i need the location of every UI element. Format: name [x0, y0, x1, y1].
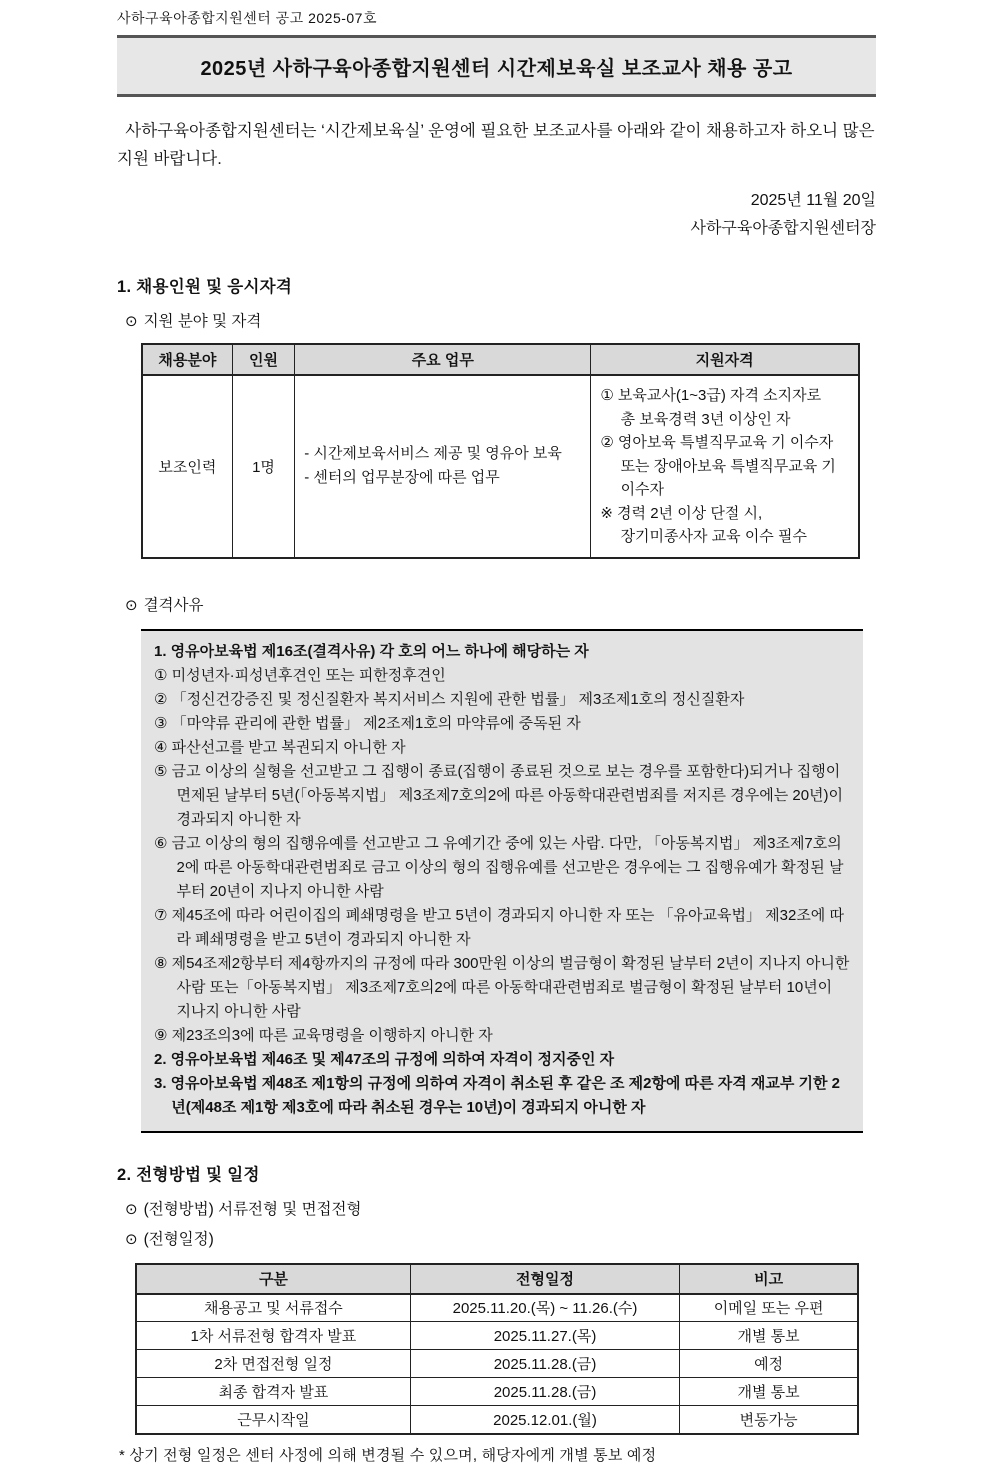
schedule-table-header-row [136, 1264, 858, 1294]
doc-number: 사하구육아종합지원센터 공고 2025-07호 [117, 10, 377, 26]
bullet-selection-method-label: (전형방법) 서류전형 및 면접전형 [143, 1200, 362, 1218]
section2-heading: 2. 전형방법 및 일정 [117, 1165, 260, 1184]
announcement-date: 2025년 11월 20일 [750, 192, 876, 209]
cell-schedule: 2025.11.28.(금) [410, 1378, 679, 1406]
table-row [136, 1406, 858, 1434]
duty-line: - 센터의 업무분장에 따른 업무 [304, 469, 500, 487]
bullet-disqualification [125, 593, 876, 615]
circled-dot-bullet-icon: ⊙ [125, 1230, 138, 1248]
col-header-duties: 주요 업무 [295, 344, 591, 375]
cell-duties [295, 375, 591, 558]
qualification-line: 이수자 [620, 481, 665, 498]
cell-remarks: 이메일 또는 우편 [680, 1294, 858, 1322]
bullet-apply-field-label: 지원 분야 및 자격 [143, 313, 262, 330]
disqualification-item: ⑥ 금고 이상의 형의 집행유예를 선고받고 그 유예기간 중에 있는 사람. 다만, 「아동복지법」 제3조제7호의2에 따른 아동학대관련범죄로 금고 이상의 형의 집행유예를 선고받은 경우에는 그 집행유예가 확정된 날부터 20년이 지나지 아니한 사람 [154, 834, 844, 900]
cell-schedule: 2025.11.28.(금) [410, 1350, 679, 1378]
disqualification-item: 3. 영유아보육법 제48조 제1항의 규정에 의하여 자격이 취소된 후 같은 조 제2항에 따른 자격 재교부 기한 2년(제48조 제1항 제3호에 따라 취소된 경우는 10년)이 경과되지 아니한 자 [154, 1074, 841, 1116]
bullet-selection-schedule [125, 1227, 876, 1249]
cell-field: 보조인력 [142, 375, 232, 558]
recruitment-table-header-row [142, 344, 859, 375]
cell-category: 근무시작일 [136, 1406, 410, 1434]
bullet-selection-schedule-label: (전형일정) [143, 1230, 214, 1248]
col-header-remarks: 비고 [680, 1264, 858, 1294]
col-header-qualifications: 지원자격 [591, 344, 859, 375]
cell-category: 채용공고 및 서류접수 [136, 1294, 410, 1322]
bullet-selection-method [125, 1197, 876, 1219]
cell-remarks: 개별 통보 [680, 1322, 858, 1350]
circled-dot-bullet-icon: ⊙ [125, 313, 138, 330]
disqualification-box [141, 629, 863, 1133]
announcer-title: 사하구육아종합지원센터장 [690, 220, 876, 237]
qualification-line: 총 보육경력 3년 이상인 자 [620, 410, 791, 428]
bullet-disqualification-label: 결격사유 [143, 596, 204, 614]
disqualification-item: 2. 영유아보육법 제46조 및 제47조의 규정에 의하여 자격이 정지중인 자 [154, 1050, 615, 1068]
title-box [117, 35, 876, 97]
circled-dot-bullet-icon: ⊙ [125, 1200, 138, 1218]
cell-remarks: 개별 통보 [680, 1378, 858, 1406]
disqualification-item: ⑨ 제23조의3에 따른 교육명령을 이행하지 아니한 자 [154, 1026, 493, 1044]
circled-dot-bullet-icon: ⊙ [125, 596, 138, 614]
disqualification-item: ③ 「마약류 관리에 관한 법률」 제2조제1호의 마약류에 중독된 자 [154, 714, 581, 732]
section1-heading: 1. 채용인원 및 응시자격 [117, 278, 293, 296]
page-title: 2025년 사하구육아종합지원센터 시간제보육실 보조교사 채용 공고 [200, 57, 793, 80]
qualification-line: 또는 장애아보육 특별직무교육 기 [620, 457, 836, 475]
disqualification-item: ② 「정신건강증진 및 정신질환자 복지서비스 지원에 관한 법률」 제3조제1호의 정신질환자 [154, 690, 745, 708]
sign-block [117, 187, 876, 243]
table-row [136, 1350, 858, 1378]
disqualification-item: ⑧ 제54조제2항부터 제4항까지의 규정에 따라 300만원 이상의 벌금형이 확정된 날부터 2년이 지나지 아니한 사람 또는「아동복지법」 제3조제7호의2에 따른 아동학대관련범죄로 벌금형이 확정된 날부터 10년이 지나지 아니한 사람 [154, 954, 850, 1020]
schedule-change-note: * 상기 전형 일정은 센터 사정에 의해 변경될 수 있으며, 해당자에게 개별 통보 예정 [119, 1446, 657, 1464]
table-row [142, 375, 859, 558]
cell-qualifications [591, 375, 859, 558]
disqualification-item: ④ 파산선고를 받고 복권되지 아니한 자 [154, 738, 406, 756]
recruitment-table [141, 343, 860, 559]
table-row [136, 1322, 858, 1350]
cell-count: 1명 [232, 375, 294, 558]
schedule-table [135, 1263, 859, 1435]
cell-remarks: 변동가능 [680, 1406, 858, 1434]
qualification-line: ② 영아보육 특별직무교육 기 이수자 [600, 434, 834, 451]
table-row [136, 1378, 858, 1406]
disqualification-item: ⑦ 제45조에 따라 어린이집의 폐쇄명령을 받고 5년이 경과되지 아니한 자 또는 「유아교육법」 제32조에 따라 폐쇄명령을 받고 5년이 경과되지 아니한 자 [154, 906, 844, 948]
col-header-schedule: 전형일정 [410, 1264, 679, 1294]
cell-schedule: 2025.11.27.(목) [410, 1322, 679, 1350]
duty-line: - 시간제보육서비스 제공 및 영유아 보육 [304, 445, 562, 463]
col-header-count: 인원 [232, 344, 294, 375]
intro-paragraph: 사하구육아종합지원센터는 ‘시간제보육실’ 운영에 필요한 보조교사를 아래와 같이 채용하고자 하오니 많은 지원 바랍니다. [117, 122, 875, 168]
col-header-category: 구분 [136, 1264, 410, 1294]
cell-schedule: 2025.11.20.(목) ~ 11.26.(수) [410, 1294, 679, 1322]
cell-category: 2차 면접전형 일정 [136, 1350, 410, 1378]
cell-category: 최종 합격자 발표 [136, 1378, 410, 1406]
disqualification-item: ① 미성년자·피성년후견인 또는 피한정후견인 [154, 666, 446, 684]
qualification-line: ※ 경력 2년 이상 단절 시, [600, 504, 763, 522]
cell-category: 1차 서류전형 합격자 발표 [136, 1322, 410, 1350]
disqualification-item: ⑤ 금고 이상의 실형을 선고받고 그 집행이 종료(집행이 종료된 것으로 보는 경우를 포함한다)되거나 집행이 면제된 날부터 5년(「아동복지법」 제3조제7호의2에 따른 아동학대관련범죄를 저지른 경우에는 20년)이 경과되지 아니한 자 [154, 762, 844, 828]
table-row [136, 1294, 858, 1322]
qualification-line: 장기미종사자 교육 이수 필수 [620, 528, 807, 545]
cell-remarks: 예정 [680, 1350, 858, 1378]
cell-schedule: 2025.12.01.(월) [410, 1406, 679, 1434]
qualification-line: ① 보육교사(1~3급) 자격 소지자로 [600, 387, 822, 404]
col-header-field: 채용분야 [142, 344, 232, 375]
bullet-apply-field [125, 309, 876, 331]
disqualification-item: 1. 영유아보육법 제16조(결격사유) 각 호의 어느 하나에 해당하는 자 [154, 642, 589, 660]
